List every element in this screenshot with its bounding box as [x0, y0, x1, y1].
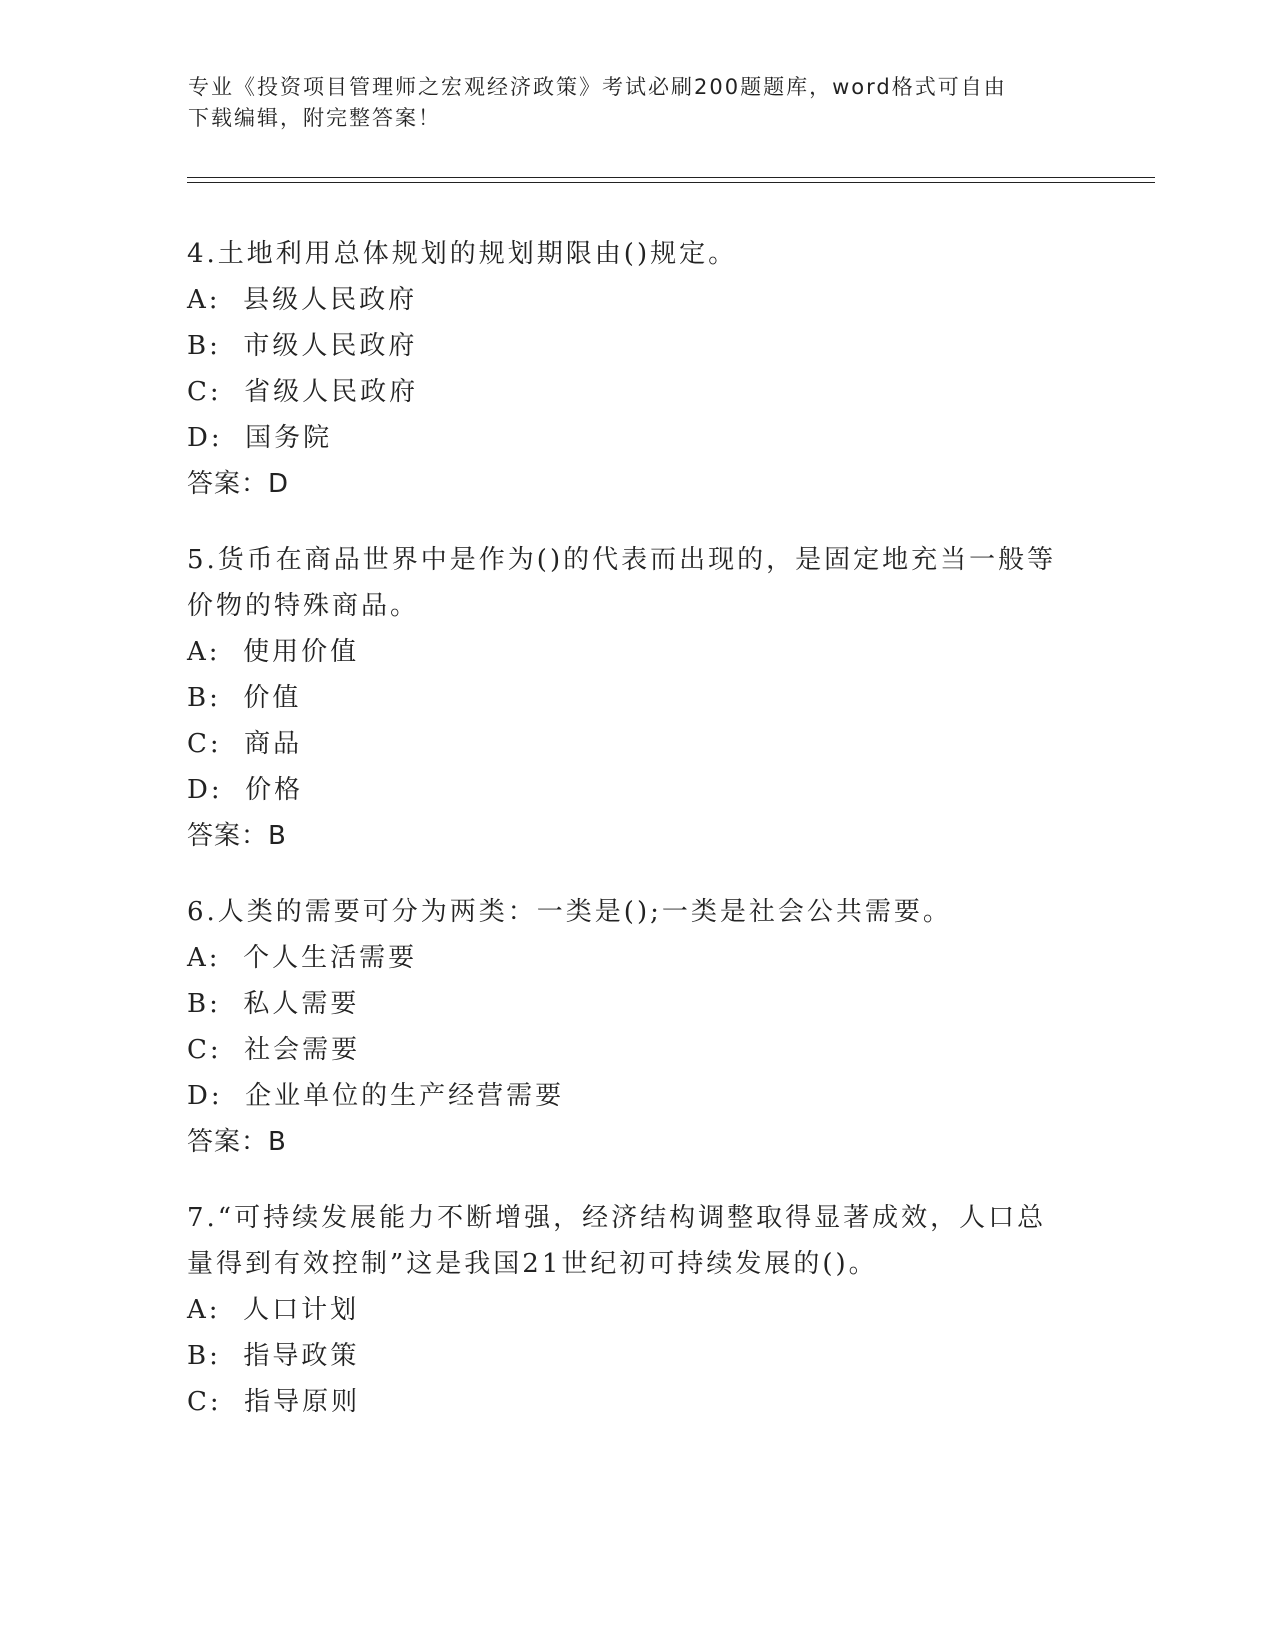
header-line-1: 专业《投资项目管理师之宏观经济政策》考试必刷200题题库，word格式可自由 [188, 75, 1007, 99]
option-c: C: 商品 [187, 729, 303, 759]
option-b: B: 指导政策 [187, 1341, 360, 1371]
question-6 [187, 889, 1087, 1165]
option-d: D: 企业单位的生产经营需要 [187, 1081, 565, 1111]
option-a: A: 人口计划 [187, 1295, 360, 1325]
question-stem: 6.人类的需要可分为两类：一类是();一类是社会公共需要。 [187, 897, 952, 927]
answer: 答案：B [187, 821, 287, 851]
option-a: A: 县级人民政府 [187, 285, 418, 315]
option-b: B: 价值 [187, 683, 302, 713]
question-7 [187, 1195, 1087, 1425]
option-b: B: 市级人民政府 [187, 331, 418, 361]
option-c: C: 省级人民政府 [187, 377, 419, 407]
answer: 答案：D [187, 469, 290, 499]
question-stem-line-2: 量得到有效控制”这是我国21世纪初可持续发展的()。 [187, 1249, 878, 1279]
option-d: D: 国务院 [187, 423, 333, 453]
option-c: C: 社会需要 [187, 1035, 361, 1065]
question-list [187, 231, 1087, 1455]
header-double-rule [187, 177, 1155, 183]
question-stem-line-2: 价物的特殊商品。 [187, 591, 420, 621]
option-a: A: 使用价值 [187, 637, 360, 667]
header-line-2: 下载编辑，附完整答案！ [188, 106, 441, 130]
question-4 [187, 231, 1087, 507]
question-stem: 4.土地利用总体规划的规划期限由()规定。 [187, 239, 738, 269]
option-b: B: 私人需要 [187, 989, 360, 1019]
option-d: D: 价格 [187, 775, 304, 805]
answer: 答案：B [187, 1127, 287, 1157]
question-5 [187, 537, 1087, 859]
option-c: C: 指导原则 [187, 1387, 361, 1417]
option-a: A: 个人生活需要 [187, 943, 418, 973]
question-stem-line-1: 5.货币在商品世界中是作为()的代表而出现的，是固定地充当一般等 [187, 545, 1057, 575]
question-stem-line-1: 7.“可持续发展能力不断增强，经济结构调整取得显著成效，人口总 [187, 1203, 1047, 1233]
document-header [188, 72, 1068, 134]
